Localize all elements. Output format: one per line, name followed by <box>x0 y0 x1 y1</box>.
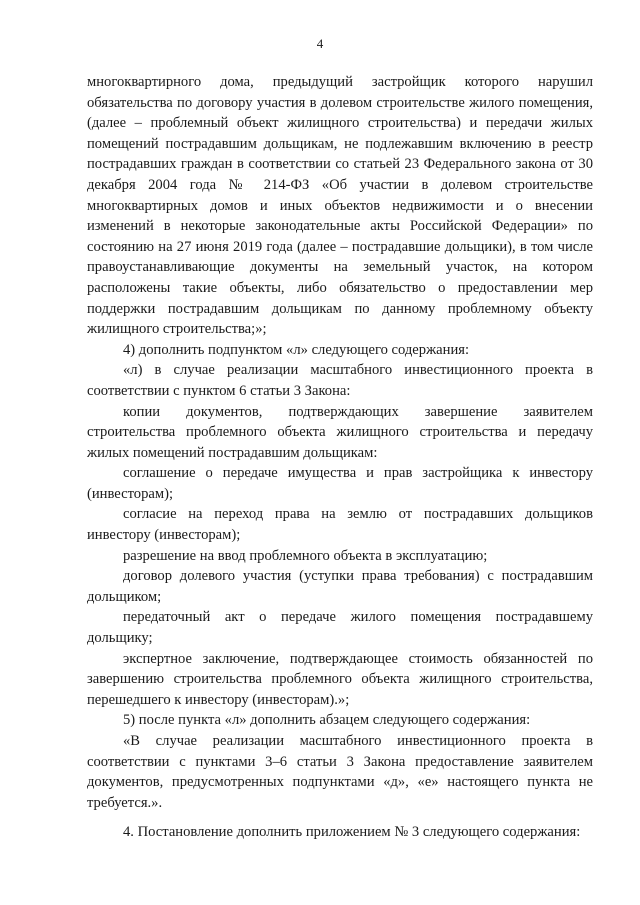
paragraph-subitem-l: «л) в случае реализации масштабного инвестиционного проекта в соответствии с пунктом 6 статьи 3 Закона: <box>87 362 593 399</box>
paragraph-transfer-agreement: соглашение о передаче имущества и прав застройщика к инвестору (инвесторам); <box>87 465 593 502</box>
paragraph-transfer-act: передаточный акт о передаче жилого помещения пострадавшему дольщику; <box>87 609 593 647</box>
paragraph-item-4: 4) дополнить подпунктом «л» следующего содержания: <box>123 341 470 358</box>
paragraph-commissioning-permit: разрешение на ввод проблемного объекта в эксплуатацию; <box>123 547 488 564</box>
paragraph-land-consent: согласие на переход права на землю от пострадавших дольщиков инвестору (инвесторам); <box>87 506 593 544</box>
paragraph-expert-opinion: экспертное заключение, подтверждающее стоимость обязанностей по завершению строительства проблемного объекта жилищного строительства, перешедшего к инвестору (инвесторам).»; <box>87 650 593 708</box>
page-number: 4 <box>316 36 324 51</box>
paragraph-participation-contract: договор долевого участия (уступки права требования) с пострадавшим дольщиком; <box>87 568 593 605</box>
paragraph-exemption: «В случае реализации масштабного инвестиционного проекта в соответствии с пунктами 3–6 статьи 3 Закона предоставление заявителем документов, предусмотренных подпунктами «д», «е» настоящего пункта не требуется.». <box>87 733 593 811</box>
paragraph-document-copies: копии документов, подтверждающих завершение заявителем строительства проблемного объекта жилищного строительства и передачу жилых помещений пострадавшим дольщикам: <box>87 403 593 461</box>
paragraph-section-4: 4. Постановление дополнить приложением № 3 следующего содержания: <box>123 824 581 841</box>
paragraph-item-5: 5) после пункта «л» дополнить абзацем следующего содержания: <box>123 712 531 729</box>
paragraph-continuation: многоквартирного дома, предыдущий застройщик которого нарушил обязательства по договору участия в долевом строительстве жилого помещения, (далее – проблемный объект жилищного строительства) и передачи жилых помещений пострадавшим дольщикам, не подлежавшим включению в реестр пострадавших граждан в соответствии со статьей 23 Федерального закона от 30 декабря 2004 года № 214-ФЗ «Об участии в долевом строительстве многоквартирных домов и иных объектов недвижимости и о внесении изменений в некоторые законодательные акты Российской Федерации» по состоянию на 27 июня 2019 года (далее – пострадавшие дольщики), в том числе правоустанавливающие документы на земельный участок, на котором расположены такие объекты, либо обязательство о предоставлении мер поддержки пострадавшим дольщикам по данному проблемному объекту жилищного строительства;»; <box>87 74 593 338</box>
document-body <box>87 72 593 843</box>
